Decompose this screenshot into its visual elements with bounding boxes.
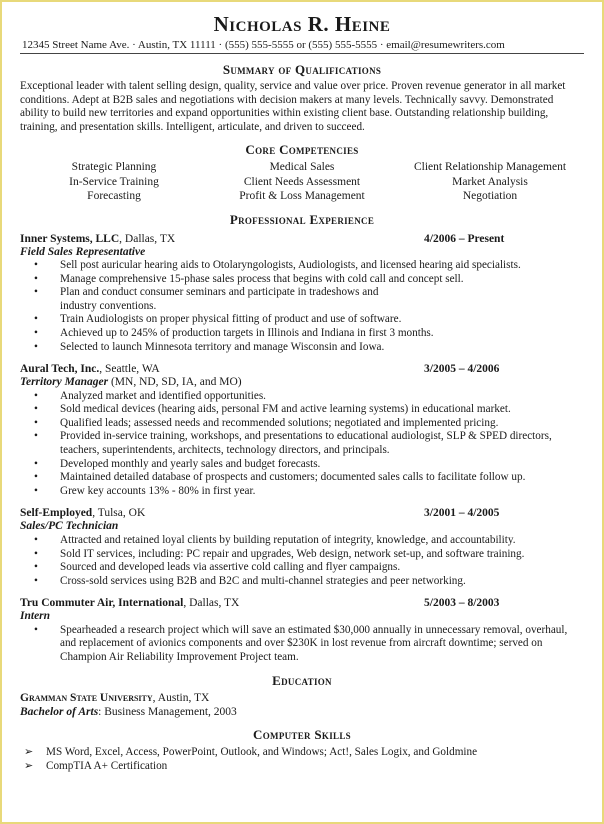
degree-detail: : Business Management, 2003 [98,705,237,718]
summary-heading: Summary of Qualifications [222,62,382,77]
job-bullet: • Grew key accounts 13% - 80% in first year. [34,485,584,499]
competency-item: Profit & Loss Management [239,190,365,202]
job-bullet: • Attracted and retained loyal clients by building reputation of integrity, knowledge, and accountability. [34,534,584,548]
education-school-line [20,691,584,705]
company-location: , Dallas, TX [183,597,240,610]
summary-text: Exceptional leader with talent selling design, quality, service and value over price. Proven revenue generator in all market conditions. Adept at B2B sales and negotiations with decision makers at many levels. Technically savvy. Demonstrated ability to build new territories and expand opportunities within existing client base. Outstanding relationship building, training, and presentation skills. Intelligent, articulate, and driven to succeed. [20,80,566,133]
skill-item [20,759,584,773]
school-name: Gramman State University [20,691,153,704]
skill-text: MS Word, Excel, Access, PowerPoint, Outlook, and Windows; Act!, Sales Logix, and Goldmine [46,745,478,758]
job-bullet: • Plan and conduct consumer seminars and participate in tradeshows and industry conventions. [34,286,584,313]
competency-item: Client Relationship Management [413,161,567,173]
job-header [20,362,584,376]
job-title-text: Intern [20,610,51,623]
job-title-text: Territory Manager [20,376,109,389]
job-dates: 3/2001 – 4/2005 [424,507,500,520]
competency-item: Client Needs Assessment [243,175,361,188]
job-entry [20,506,584,588]
company-name: Inner Systems, LLC [20,232,120,245]
job-title-extra: (MN, ND, SD, IA, and MO) [108,376,242,389]
arrow-bullet-icon: ➢ [24,759,34,772]
job-header [20,232,584,246]
competency-item: Medical Sales [269,161,335,173]
job-dates: 5/2003 – 8/2003 [424,597,500,610]
job-bullet: • Spearheaded a research project which will save an estimated $30,000 annually in unnecessary removal, overhaul, and replacement of avionics components and over $230K in lost revenue from aircraft downtime; served on Champion Air Reliability Improvement Project team. [34,624,584,665]
job-entry [20,232,584,355]
job-bullets [20,259,584,354]
employer-line [20,506,145,520]
competency-item: Forecasting [87,190,141,202]
competency-item: In-Service Training [69,175,159,188]
job-dates: 3/2005 – 4/2006 [424,363,500,376]
job-bullets [20,534,584,588]
competency-item: Market Analysis [452,175,528,188]
company-location: , Dallas, TX [119,232,176,245]
experience-heading: Professional Experience [229,211,375,227]
company-name: Aural Tech, Inc. [20,363,100,376]
job-bullet: • Train Audiologists on proper physical fitting of product and use of software. [34,313,584,327]
skills-heading: Computer Skills [253,726,351,742]
company-name: Self-Employed [20,507,93,520]
competency-item: Strategic Planning [71,161,157,173]
skill-text: CompTIA A+ Certification [46,759,168,772]
contact-line: 12345 Street Name Ave. · Austin, TX 11111 · (555) 555-5555 or (555) 555-5555 · email@resumewriters.com [20,38,584,54]
job-entry [20,596,584,664]
employer-line [20,596,239,610]
job-bullet: • Achieved up to 245% of production targets in Illinois and Indiana in first 3 months. [34,327,584,341]
job-bullet: • Analyzed market and identified opportunities. [34,390,584,404]
job-bullet: • Provided in-service training, workshops, and presentations to educational audiologist, SLP & SPED directors, teachers, superintendents, architects, technology directors, and principals. [34,430,584,457]
job-bullet: • Maintained detailed database of prospects and customers; documented sales calls to facilitate follow up. [34,471,584,485]
job-bullet: • Manage comprehensive 15-phase sales process that begins with cold call and concept sell. [34,273,584,287]
job-dates: 4/2006 – Present [424,232,505,245]
degree-name: Bachelor of Arts [20,705,99,718]
employer-line [20,232,175,246]
competency-item: Negotiation [462,190,518,202]
education-heading: Education [272,672,332,688]
company-location: , Tulsa, OK [92,507,146,520]
job-entry [20,362,584,498]
competencies-grid [20,160,584,204]
candidate-name: Nicholas R. Heine [213,12,391,36]
job-bullet: • Sourced and developed leads via assertive cold calling and flyer campaigns. [34,561,584,575]
job-title [20,520,584,534]
job-bullet: • Developed monthly and yearly sales and budget forecasts. [34,458,584,472]
job-title [20,376,584,390]
company-location: , Seattle, WA [99,363,160,376]
education-degree-line [20,705,584,719]
employer-line [20,362,160,376]
job-header [20,506,584,520]
job-title-text: Field Sales Representative [20,245,146,258]
skills-list [20,745,584,773]
job-bullets [20,390,584,499]
skill-item [20,745,584,759]
job-bullet: • Cross-sold services using B2B and B2C and multi-channel strategies and peer networking. [34,575,584,589]
company-name: Tru Commuter Air, International [20,597,184,610]
job-title [20,246,584,260]
arrow-bullet-icon: ➢ [24,745,34,758]
job-title-text: Sales/PC Technician [20,520,119,533]
job-bullet: • Sold IT services, including: PC repair and upgrades, Web design, network set-up, and software training. [34,548,584,562]
competencies-heading: Core Competencies [245,142,359,157]
job-bullet: • Sell post auricular hearing aids to Otolaryngologists, Audiologists, and licensed hearing aid specialists. [34,259,584,273]
job-bullets [20,624,584,665]
job-title [20,610,584,624]
job-header [20,596,584,610]
job-bullet: • Qualified leads; assessed needs and recommended solutions; negotiated and implemented pricing. [34,417,584,431]
job-bullet: • Sold medical devices (hearing aids, personal FM and active learning systems) in educational market. [34,403,584,417]
school-location: , Austin, TX [152,691,210,704]
job-bullet: • Selected to launch Minnesota territory and manage Wisconsin and Iowa. [34,341,584,355]
